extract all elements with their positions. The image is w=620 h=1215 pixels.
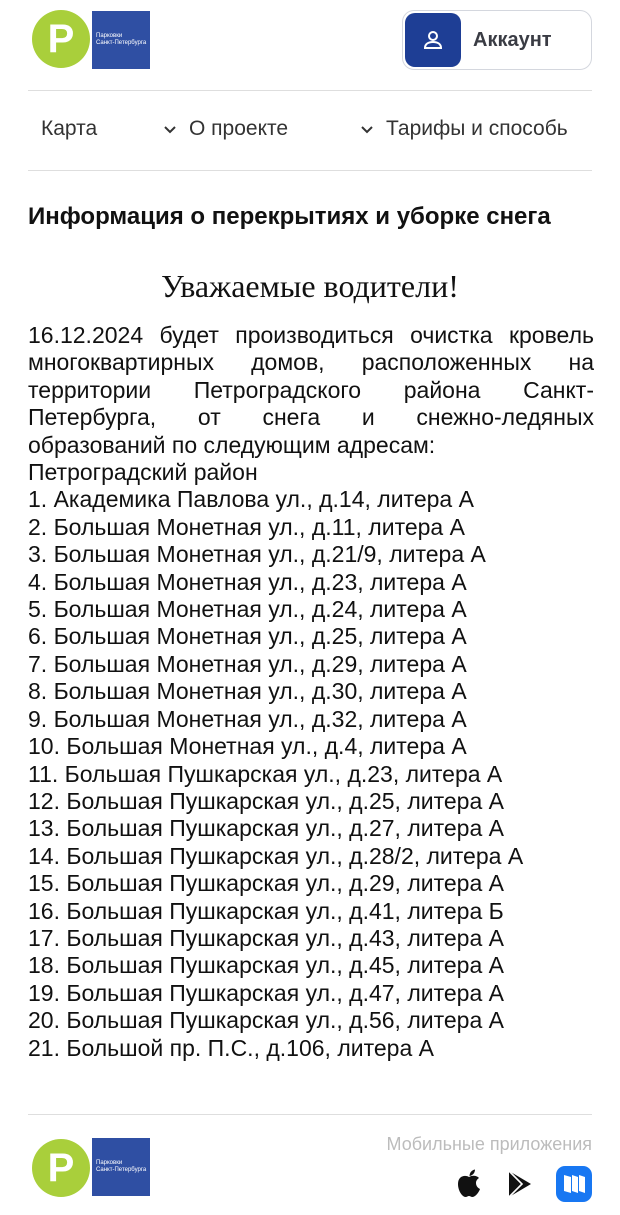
mobile-apps-label: Мобильные приложения: [386, 1134, 592, 1154]
list-item: 4. Большая Монетная ул., д.23, литера А: [28, 568, 467, 595]
list-item: 3. Большая Монетная ул., д.21/9, литера А: [28, 541, 486, 568]
header: [0, 0, 620, 90]
article-body: [28, 322, 594, 1114]
list-item: 14. Большая Пушкарская ул., д.28/2, литера А: [28, 842, 524, 869]
list-item: 18. Большая Пушкарская ул., д.45, литера А: [28, 952, 504, 979]
logo-text-line1: Парковки: [96, 33, 123, 39]
chevron-down-icon: [360, 117, 374, 141]
list-item: 9. Большая Монетная ул., д.32, литера А: [28, 705, 467, 732]
nav-item-label: Тарифы и способь: [386, 117, 568, 140]
list-item: 7. Большая Монетная ул., д.29, литера А: [28, 650, 467, 677]
salutation-heading: Уважаемые водители!: [161, 268, 459, 304]
footer-divider: [28, 1114, 592, 1115]
list-item: 19. Большая Пушкарская ул., д.47, литера А: [28, 979, 504, 1006]
list-item: 5. Большая Монетная ул., д.24, литера А: [28, 596, 467, 623]
account-button[interactable]: [402, 10, 592, 70]
address-list: [28, 486, 594, 1062]
apple-icon[interactable]: [454, 1168, 484, 1200]
parking-logo-icon[interactable]: [32, 10, 90, 68]
user-icon: [405, 13, 461, 67]
list-item: 12. Большая Пушкарская ул., д.25, литера А: [28, 787, 504, 814]
list-item: 10. Большая Монетная ул., д.4, литера А: [28, 733, 467, 760]
nav-item-about[interactable]: [163, 117, 288, 141]
parking-logo-icon[interactable]: [32, 1139, 90, 1197]
list-item: 16. Большая Пушкарская ул., д.41, литера Б: [28, 897, 504, 924]
nav-item-tariffs[interactable]: [360, 117, 568, 141]
city-logo[interactable]: [92, 11, 150, 69]
list-item: 21. Большой пр. П.С., д.106, литера А: [28, 1034, 434, 1061]
city-logo[interactable]: [92, 1138, 150, 1196]
nav-item-label: Карта: [41, 117, 98, 140]
nav-item-map[interactable]: [41, 117, 97, 141]
list-item: 6. Большая Монетная ул., д.25, литера А: [28, 623, 467, 650]
list-item: 20. Большая Пушкарская ул., д.56, литера А: [28, 1007, 504, 1034]
intro-paragraph: 16.12.2024 будет производиться очистка кровель многоквартирных домов, расположенных на территории Петроградского района Санкт-Петербурга, от снега и снежно-ледяных образований по следующим адресам:: [28, 322, 594, 458]
logo-mark: P: [47, 1146, 75, 1190]
list-item: 2. Большая Монетная ул., д.11, литера А: [28, 513, 465, 540]
list-item: 8. Большая Монетная ул., д.30, литера А: [28, 678, 467, 705]
page-title: Информация о перекрытиях и уборке снега: [28, 203, 551, 230]
account-label: Аккаунт: [473, 28, 552, 51]
logo-text-line2: Санкт-Петербурга: [96, 1167, 147, 1173]
rustore-icon[interactable]: [556, 1166, 592, 1202]
district-label: Петроградский район: [28, 459, 258, 486]
google-play-icon[interactable]: [506, 1169, 534, 1199]
logo-mark: P: [47, 17, 75, 61]
list-item: 13. Большая Пушкарская ул., д.27, литера А: [28, 815, 504, 842]
footer: [0, 1114, 620, 1215]
store-links: [432, 1166, 592, 1202]
logo-text-line2: Санкт-Петербурга: [96, 40, 147, 46]
nav-divider: [28, 170, 592, 171]
logo-text-line1: Парковки: [96, 1160, 123, 1166]
list-item: 17. Большая Пушкарская ул., д.43, литера А: [28, 924, 504, 951]
main-nav: [0, 90, 620, 170]
chevron-down-icon: [163, 117, 177, 141]
list-item: 15. Большая Пушкарская ул., д.29, литера А: [28, 870, 504, 897]
nav-item-label: О проекте: [189, 117, 289, 140]
list-item: 1. Академика Павлова ул., д.14, литера А: [28, 486, 474, 513]
list-item: 11. Большая Пушкарская ул., д.23, литера А: [28, 760, 503, 787]
